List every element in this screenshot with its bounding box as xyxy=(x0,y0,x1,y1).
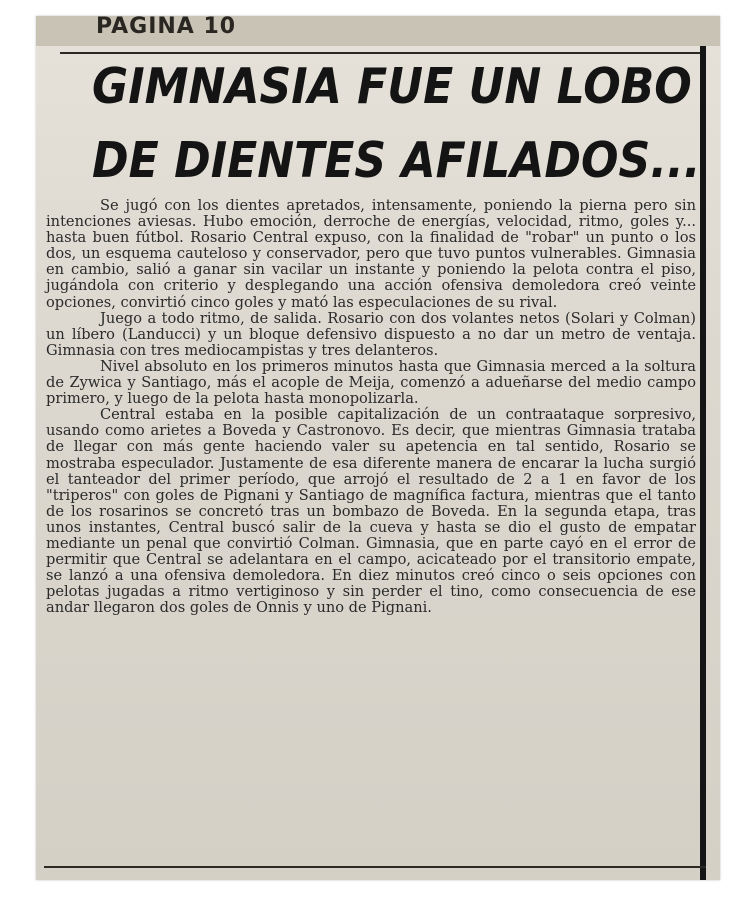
article-paragraph: Nivel absoluto en los primeros minutos hasta que Gimnasia merced a la soltura de Zywica y Santiago, más el acople de Meija, comenzó a adueñarse del medio campo primero, y luego de la pelota hasta monopolizarla. xyxy=(46,357,696,408)
article-paragraph: Central estaba en la posible capitalización de un contraataque sorpresivo, usando como arietes a Boveda y Castronovo. Es decir, que mientras Gimnasia trataba de llegar con más gente haciendo valer su apetencia en tal sentido, Rosario se mostraba especulador. Justamente de esa diferente manera de encarar la lucha surgió el tanteador del primer período, que arrojó el resultado de 2 a 1 en favor de los "triperos" con goles de Pignani y Santiago de magnífica factura, mientras que el tanto de los rosarinos se concretó tras un bombazo de Boveda. En la segunda etapa, tras unos instantes, Central buscó salir de la cueva y hasta se dio el gusto de empatar mediante un penal que convirtió Colman. Gimnasia, que en parte cayó en el error de permitir que Central se adelantara en el campo, acicateado por el transitorio empate, se lanzó a una ofensiva demoledora. En diez minutos creó cinco o seis opciones con pelotas jugadas a ritmo vertiginoso y sin perder el tino, como consecuencia de ese andar llegaron dos goles de Onnis y uno de Pignani. xyxy=(46,406,696,617)
newspaper-clipping xyxy=(36,16,720,880)
article-headline xyxy=(92,50,701,198)
article-body xyxy=(46,198,696,616)
page-number-header: PAGINA 10 xyxy=(96,16,237,39)
bottom-rule xyxy=(44,866,706,868)
article-paragraph: Se jugó con los dientes apretados, intensamente, poniendo la pierna pero sin intenciones aviesas. Hubo emoción, derroche de energías, velocidad, ritmo, goles y... hasta buen fútbol. Rosario Central expuso, con la finalidad de "robar" un punto o los dos, un esquema cauteloso y conservador, pero que tuvo puntos vulnerables. Gimnasia en cambio, salió a ganar sin vacilar un instante y poniendo la pelota contra el piso, jugándola con criterio y desplegando una acción ofensiva demoledora creó veinte opciones, convirtió cinco goles y mató las especulaciones de su rival. xyxy=(46,197,696,311)
article-paragraph: Juego a todo ritmo, de salida. Rosario con dos volantes netos (Solari y Colman) un líbero (Landucci) y un bloque defensivo dispuesto a no dar un metro de ventaja. Gimnasia con tres mediocampistas y tres delanteros. xyxy=(46,309,696,359)
headline-line-1: GIMNASIA FUE UN LOBO xyxy=(92,58,692,115)
headline-line-2: DE DIENTES AFILADOS... xyxy=(92,132,701,189)
column-rule xyxy=(700,46,706,880)
